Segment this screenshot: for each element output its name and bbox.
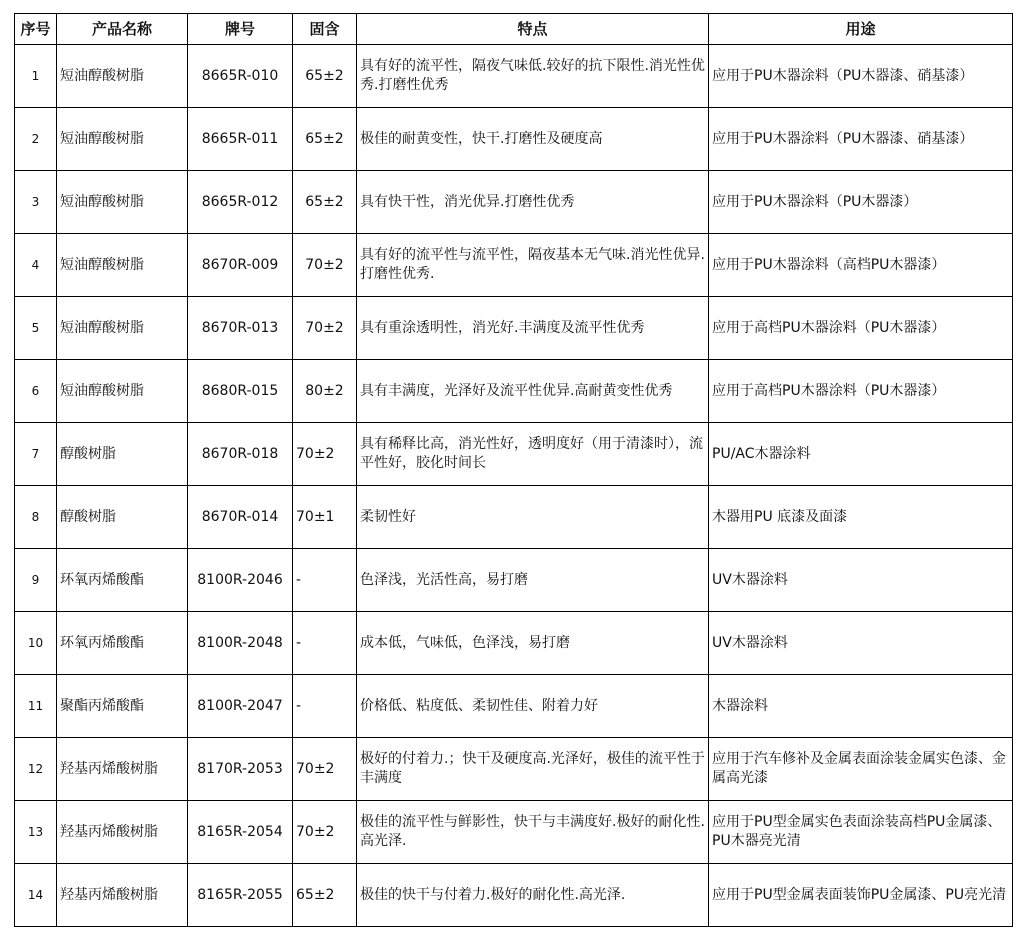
header-num: 序号 [15, 14, 57, 45]
header-model: 牌号 [188, 14, 293, 45]
table-row [15, 612, 1013, 675]
cell-model: 8670R-013 [188, 297, 293, 360]
table-row [15, 297, 1013, 360]
cell-solids: 65±2 [293, 171, 357, 234]
cell-feature: 色泽浅，光活性高，易打磨 [357, 549, 709, 612]
table-row [15, 108, 1013, 171]
table-row [15, 549, 1013, 612]
cell-product-name: 羟基丙烯酸树脂 [57, 801, 188, 864]
cell-use: UV木器涂料 [709, 549, 1013, 612]
cell-num: 2 [15, 108, 57, 171]
cell-model: 8100R-2046 [188, 549, 293, 612]
cell-solids: 70±1 [293, 486, 357, 549]
cell-model: 8680R-015 [188, 360, 293, 423]
table-row [15, 360, 1013, 423]
cell-solids: 70±2 [293, 801, 357, 864]
table-row [15, 675, 1013, 738]
cell-num: 10 [15, 612, 57, 675]
cell-feature: 价格低、粘度低、柔韧性佳、附着力好 [357, 675, 709, 738]
table-row [15, 45, 1013, 108]
table-row [15, 171, 1013, 234]
cell-use: UV木器涂料 [709, 612, 1013, 675]
cell-product-name: 环氧丙烯酸酯 [57, 612, 188, 675]
cell-model: 8100R-2048 [188, 612, 293, 675]
cell-product-name: 短油醇酸树脂 [57, 234, 188, 297]
cell-use: 应用于PU型金属表面装饰PU金属漆、PU亮光清 [709, 864, 1013, 927]
cell-model: 8670R-014 [188, 486, 293, 549]
cell-feature: 极佳的耐黄变性，快干.打磨性及硬度高 [357, 108, 709, 171]
header-solids: 固含 [293, 14, 357, 45]
cell-product-name: 短油醇酸树脂 [57, 45, 188, 108]
cell-feature: 成本低，气味低，色泽浅，易打磨 [357, 612, 709, 675]
cell-feature: 具有快干性，消光优异.打磨性优秀 [357, 171, 709, 234]
cell-model: 8665R-012 [188, 171, 293, 234]
cell-solids: - [293, 675, 357, 738]
cell-product-name: 环氧丙烯酸酯 [57, 549, 188, 612]
cell-feature: 极佳的快干与付着力.极好的耐化性.高光泽. [357, 864, 709, 927]
table-row [15, 738, 1013, 801]
cell-solids: 80±2 [293, 360, 357, 423]
header-name: 产品名称 [57, 14, 188, 45]
cell-solids: - [293, 549, 357, 612]
cell-use: 应用于PU木器涂料（高档PU木器漆） [709, 234, 1013, 297]
cell-model: 8165R-2055 [188, 864, 293, 927]
cell-solids: 65±2 [293, 108, 357, 171]
cell-num: 6 [15, 360, 57, 423]
cell-product-name: 醇酸树脂 [57, 486, 188, 549]
cell-feature: 极好的付着力.；快干及硬度高.光泽好，极佳的流平性于丰满度 [357, 738, 709, 801]
cell-product-name: 聚酯丙烯酸酯 [57, 675, 188, 738]
table-row [15, 234, 1013, 297]
cell-num: 7 [15, 423, 57, 486]
cell-model: 8170R-2053 [188, 738, 293, 801]
header-row [15, 14, 1013, 45]
cell-num: 14 [15, 864, 57, 927]
cell-feature: 具有丰满度，光泽好及流平性优异.高耐黄变性优秀 [357, 360, 709, 423]
cell-feature: 具有稀释比高，消光性好，透明度好（用于清漆时），流平性好，胶化时间长 [357, 423, 709, 486]
cell-model: 8100R-2047 [188, 675, 293, 738]
cell-use: 应用于PU木器涂料（PU木器漆、硝基漆） [709, 45, 1013, 108]
cell-num: 4 [15, 234, 57, 297]
cell-num: 12 [15, 738, 57, 801]
cell-model: 8165R-2054 [188, 801, 293, 864]
table-body [15, 45, 1013, 927]
cell-feature: 具有重涂透明性，消光好.丰满度及流平性优秀 [357, 297, 709, 360]
cell-num: 1 [15, 45, 57, 108]
cell-product-name: 醇酸树脂 [57, 423, 188, 486]
cell-use: 应用于PU型金属实色表面涂装高档PU金属漆、PU木器亮光清 [709, 801, 1013, 864]
cell-solids: 70±2 [293, 297, 357, 360]
cell-num: 13 [15, 801, 57, 864]
cell-feature: 极佳的流平性与鲜影性，快干与丰满度好.极好的耐化性.高光泽. [357, 801, 709, 864]
header-use: 用途 [709, 14, 1013, 45]
cell-product-name: 短油醇酸树脂 [57, 171, 188, 234]
cell-num: 5 [15, 297, 57, 360]
cell-model: 8665R-011 [188, 108, 293, 171]
cell-use: 应用于高档PU木器涂料（PU木器漆） [709, 360, 1013, 423]
cell-num: 9 [15, 549, 57, 612]
cell-solids: 70±2 [293, 423, 357, 486]
cell-product-name: 短油醇酸树脂 [57, 297, 188, 360]
cell-feature: 具有好的流平性，隔夜气味低.较好的抗下限性.消光性优秀.打磨性优秀 [357, 45, 709, 108]
cell-model: 8670R-009 [188, 234, 293, 297]
product-table [14, 13, 1013, 927]
table-row [15, 423, 1013, 486]
header-feature: 特点 [357, 14, 709, 45]
cell-num: 3 [15, 171, 57, 234]
cell-model: 8665R-010 [188, 45, 293, 108]
table-row [15, 486, 1013, 549]
cell-use: 木器用PU 底漆及面漆 [709, 486, 1013, 549]
cell-solids: 70±2 [293, 234, 357, 297]
cell-feature: 柔韧性好 [357, 486, 709, 549]
cell-use: 木器涂料 [709, 675, 1013, 738]
cell-use: 应用于PU木器涂料（PU木器漆） [709, 171, 1013, 234]
cell-model: 8670R-018 [188, 423, 293, 486]
cell-solids: - [293, 612, 357, 675]
cell-solids: 65±2 [293, 864, 357, 927]
cell-feature: 具有好的流平性与流平性，隔夜基本无气味.消光性优异.打磨性优秀. [357, 234, 709, 297]
cell-solids: 70±2 [293, 738, 357, 801]
cell-product-name: 短油醇酸树脂 [57, 360, 188, 423]
cell-solids: 65±2 [293, 45, 357, 108]
cell-product-name: 羟基丙烯酸树脂 [57, 738, 188, 801]
cell-num: 8 [15, 486, 57, 549]
cell-product-name: 羟基丙烯酸树脂 [57, 864, 188, 927]
cell-use: 应用于高档PU木器涂料（PU木器漆） [709, 297, 1013, 360]
cell-use: 应用于PU木器涂料（PU木器漆、硝基漆） [709, 108, 1013, 171]
table-row [15, 801, 1013, 864]
cell-num: 11 [15, 675, 57, 738]
cell-product-name: 短油醇酸树脂 [57, 108, 188, 171]
table-row [15, 864, 1013, 927]
cell-use: PU/AC木器涂料 [709, 423, 1013, 486]
cell-use: 应用于汽车修补及金属表面涂装金属实色漆、金属高光漆 [709, 738, 1013, 801]
